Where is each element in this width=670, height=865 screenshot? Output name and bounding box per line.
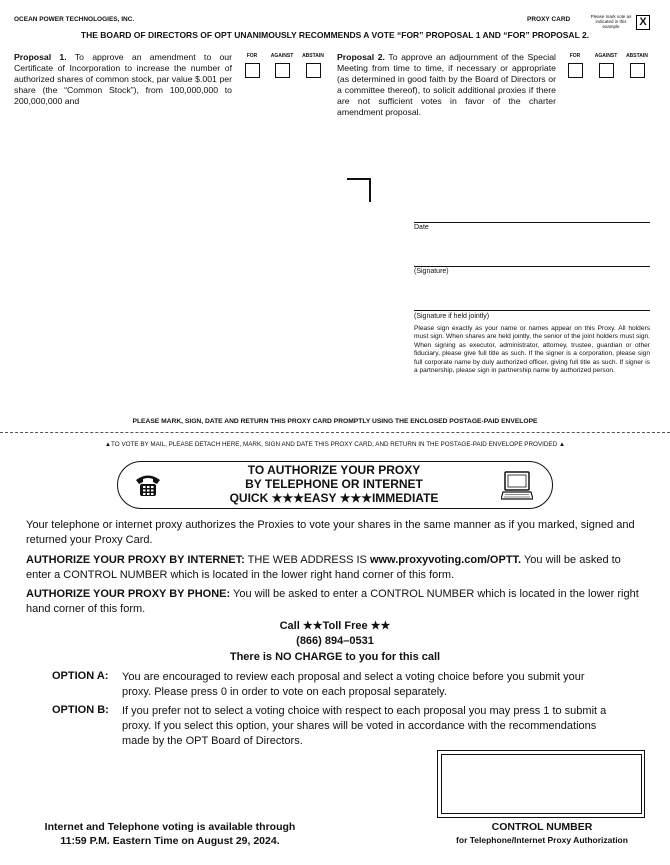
detach-line <box>0 432 670 433</box>
joint-signature-label: (Signature if held jointly) <box>414 313 490 320</box>
mark-example-note: Please mark vote as indicated in this example <box>590 14 632 30</box>
internet-rest: You will be asked to enter a CONTROL NUMBER which is located in the lower right hand corner of this form. <box>26 554 621 581</box>
p1-against-checkbox[interactable] <box>275 63 290 78</box>
internet-paragraph <box>26 553 640 583</box>
banner-line-2: BY TELEPHONE OR INTERNET <box>245 477 423 491</box>
banner-line-1: TO AUTHORIZE YOUR PROXY <box>247 463 421 477</box>
toll-free-label: Toll Free <box>322 620 368 632</box>
signature-label: (Signature) <box>414 268 449 275</box>
p1-for-checkbox[interactable] <box>245 63 260 78</box>
p1-abstain-checkbox[interactable] <box>306 63 321 78</box>
proposal-2-text: To approve an adjournment of the Special Meeting from time to time, if necessary or appropriate (as determined in good faith by the Board of Directors or a committee thereof), to solicit additional proxies if there are not sufficient votes in favor of the charter amendment proposal. <box>337 52 556 117</box>
proxy-card-title: PROXY CARD <box>527 16 571 23</box>
footer-availability-line-1: Internet and Telephone voting is available through <box>44 821 296 833</box>
registration-corner-mark <box>347 178 371 202</box>
proposal-1-label: Proposal 1. <box>14 52 67 62</box>
date-line[interactable] <box>414 222 650 223</box>
control-number-sublabel: for Telephone/Internet Proxy Authorization <box>456 835 628 845</box>
option-a-label: OPTION A: <box>52 670 109 682</box>
control-number-label: CONTROL NUMBER <box>491 821 593 833</box>
phone-heading: AUTHORIZE YOUR PROXY BY PHONE: <box>26 588 231 600</box>
p2-abstain-checkbox[interactable] <box>630 63 645 78</box>
p2-abstain-header: ABSTAIN <box>626 53 648 59</box>
banner-stars-2: ★★★ <box>339 491 372 505</box>
p1-abstain-header: ABSTAIN <box>302 53 324 59</box>
phone-number[interactable]: (866) 894–0531 <box>296 635 374 647</box>
option-a-text: You are encouraged to review each proposal and select a voting choice before you submit your proxy. Please press 0 in order to vote on each proposal separately. <box>122 671 585 698</box>
no-charge-note: There is NO CHARGE to you for this call <box>229 651 441 663</box>
control-number-field <box>441 754 642 814</box>
intro-paragraph: Your telephone or internet proxy authorizes the Proxies to vote your shares in the same manner as if you marked, signed and returned your Proxy Card. <box>26 519 635 546</box>
banner-stars-1: ★★★ <box>271 491 304 505</box>
proposal-1-text: To approve an amendment to our Certificate of Incorporation to increase the number of authorized shares of common stock, par value $.001 per share (the “Common Stock”), from 100,000,000 to 200,000,000 and <box>14 52 232 106</box>
p2-for-header: FOR <box>569 53 581 59</box>
toll-free-stars-left: ★★ <box>302 620 323 632</box>
proposal-2 <box>337 52 556 118</box>
p1-against-header: AGAINST <box>270 53 294 59</box>
call-label: Call <box>279 620 300 632</box>
phone-paragraph <box>26 587 640 617</box>
board-recommendation: THE BOARD OF DIRECTORS OF OPT UNANIMOUSLY RECOMMENDS A VOTE “FOR” PROPOSAL 1 AND “FOR” PROPOSAL 2. <box>80 30 590 40</box>
company-name: OCEAN POWER TECHNOLOGIES, INC. <box>14 16 135 23</box>
signing-instructions: Please sign exactly as your name or names appear on this Proxy. All holders must sign. When shares are held jointly, the senior of the joint holders must sign. When signing as executor, administrator, attorney, trustee, guardian or other fiduciary, please give full title as such. If the signer is a corporation, please sign full corporate name by duly authorized officer, giving full title as such. If signer is a partnership, please sign in partnership name by authorized person. <box>414 325 650 375</box>
mark-example-box: X <box>636 15 650 30</box>
internet-prefix: THE WEB ADDRESS IS <box>247 554 367 566</box>
joint-signature-line[interactable] <box>414 310 650 311</box>
date-label: Date <box>414 224 429 231</box>
phone-rest: You will be asked to enter a CONTROL NUMBER which is located in the lower right hand corner of this form. <box>26 588 639 615</box>
internet-heading: AUTHORIZE YOUR PROXY BY INTERNET: <box>26 554 245 566</box>
banner-quick: QUICK <box>229 491 269 505</box>
p1-for-header: FOR <box>246 53 258 59</box>
call-toll-free <box>0 619 670 632</box>
p2-against-checkbox[interactable] <box>599 63 614 78</box>
footer-availability-line-2: 11:59 P.M. Eastern Time on August 29, 2024. <box>60 835 280 847</box>
p2-against-header: AGAINST <box>594 53 618 59</box>
banner-line-3 <box>117 492 551 505</box>
internet-url[interactable]: www.proxyvoting.com/OPTT. <box>369 554 522 566</box>
toll-free-stars-right: ★★ <box>370 620 391 632</box>
proposal-2-label: Proposal 2. <box>337 52 385 62</box>
signature-line[interactable] <box>414 266 650 267</box>
proposal-1 <box>14 52 232 107</box>
option-b-text: If you prefer not to select a voting choice with respect to each proposal you may press 1 to submit a proxy. If you select this option, your shares will be voted in accordance with the recommendations made by the OPT Board of Directors. <box>122 705 607 747</box>
return-instructions: PLEASE MARK, SIGN, DATE AND RETURN THIS PROXY CARD PROMPTLY USING THE ENCLOSED POSTAGE-PAID ENVELOPE <box>132 418 538 425</box>
detach-instructions: ▲TO VOTE BY MAIL, PLEASE DETACH HERE, MARK, SIGN AND DATE THIS PROXY CARD, AND RETURN IN THE POSTAGE-PAID ENVELOPE PROVIDED ▲ <box>104 441 566 448</box>
banner-immediate: IMMEDIATE <box>371 491 439 505</box>
p2-for-checkbox[interactable] <box>568 63 583 78</box>
option-b-label: OPTION B: <box>52 704 109 716</box>
banner-easy: EASY <box>303 491 337 505</box>
